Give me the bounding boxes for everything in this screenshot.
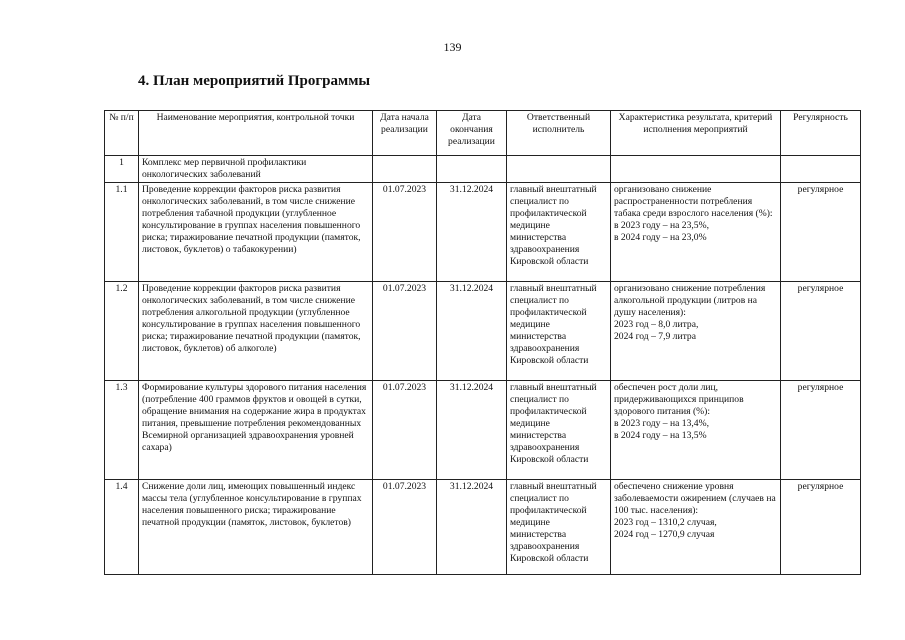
row-regularity: регулярное [781,183,861,282]
row-start-date: 01.07.2023 [373,183,437,282]
result-line: организовано снижение распространенности потребления табака среди взрослого населения (%): [614,184,773,219]
result-line: в 2023 году – на 13,4%, [614,418,709,429]
table-row [105,480,861,575]
section-empty-cell [437,156,507,183]
section-empty-cell [781,156,861,183]
row-responsible: главный внештатный специалист по профилактической медицине министерства здравоохранения Кировской области [507,480,611,575]
row-regularity: регулярное [781,480,861,575]
row-responsible: главный внештатный специалист по профилактической медицине министерства здравоохранения Кировской области [507,282,611,381]
header-regularity: Регулярность [781,111,861,156]
row-name: Снижение доли лиц, имеющих повышенный индекс массы тела (углубленное консультирование в группах населения повышенного риска; тиражирование печатной продукции (памяток, листовок, буклетов) [139,480,373,575]
row-end-date: 31.12.2024 [437,282,507,381]
row-result [611,183,781,282]
result-line: 2023 год – 1310,2 случая, [614,517,717,528]
row-name: Проведение коррекции факторов риска развития онкологических заболеваний, в том числе снижение потребления табачной продукции (углубленное консультирование в группах населения повышенного риска; тиражирование печатной продукции (памяток, листовок, буклетов) о табакокурении) [139,183,373,282]
row-result [611,480,781,575]
header-end: Дата окончания реализации [437,111,507,156]
result-line: 2024 год – 7,9 литра [614,331,696,342]
table-header-row [105,111,861,156]
row-responsible: главный внештатный специалист по профилактической медицине министерства здравоохранения Кировской области [507,183,611,282]
result-line: обеспечен рост доли лиц, придерживающихся принципов здорового питания (%): [614,382,744,417]
row-result [611,282,781,381]
result-line: в 2024 году – на 23,0% [614,232,707,243]
row-regularity: регулярное [781,282,861,381]
header-name: Наименование мероприятия, контрольной точки [139,111,373,156]
row-start-date: 01.07.2023 [373,282,437,381]
result-line: в 2024 году – на 13,5% [614,430,707,441]
row-end-date: 31.12.2024 [437,480,507,575]
row-no: 1.3 [105,381,139,480]
row-no: 1.4 [105,480,139,575]
row-end-date: 31.12.2024 [437,183,507,282]
section-empty-cell [507,156,611,183]
table-row [105,282,861,381]
result-line: 2024 год – 1270,9 случая [614,529,715,540]
table-row [105,381,861,480]
row-start-date: 01.07.2023 [373,381,437,480]
plan-table [104,110,861,575]
header-result: Характеристика результата, критерий исполнения мероприятий [611,111,781,156]
row-no: 1.2 [105,282,139,381]
header-responsible: Ответственный исполнитель [507,111,611,156]
row-name: Формирование культуры здорового питания населения (потребление 400 граммов фруктов и овощей в сутки, обращение внимания на содержание жира в продуктах питания, превышение потребления рекомендованных Всемирной организацией здравоохранения уровней сахара) [139,381,373,480]
row-end-date: 31.12.2024 [437,381,507,480]
row-responsible: главный внештатный специалист по профилактической медицине министерства здравоохранения Кировской области [507,381,611,480]
result-line: организовано снижение потребления алкогольной продукции (литров на душу населения): [614,283,766,318]
section-empty-cell [611,156,781,183]
result-line: в 2023 году – на 23,5%, [614,220,709,231]
row-name: Проведение коррекции факторов риска развития онкологических заболеваний, в том числе снижение потребления алкогольной продукции (углубленное консультирование в группах населения повышенного риска; тиражирование печатной продукции (памяток, листовок, буклетов) об алкоголе) [139,282,373,381]
row-no: 1.1 [105,183,139,282]
table-row [105,183,861,282]
result-line: обеспечено снижение уровня заболеваемости ожирением (случаев на 100 тыс. населения): [614,481,776,516]
header-no: № п/п [105,111,139,156]
result-line: 2023 год – 8,0 литра, [614,319,699,330]
row-result [611,381,781,480]
header-start: Дата начала реализации [373,111,437,156]
page-title: 4. План мероприятий Программы [138,73,371,89]
row-start-date: 01.07.2023 [373,480,437,575]
section-no: 1 [105,156,139,183]
page-number: 139 [443,40,462,54]
section-name: Комплекс мер первичной профилактики онкологических заболеваний [139,156,373,183]
section-empty-cell [373,156,437,183]
section-row [105,156,861,183]
row-regularity: регулярное [781,381,861,480]
